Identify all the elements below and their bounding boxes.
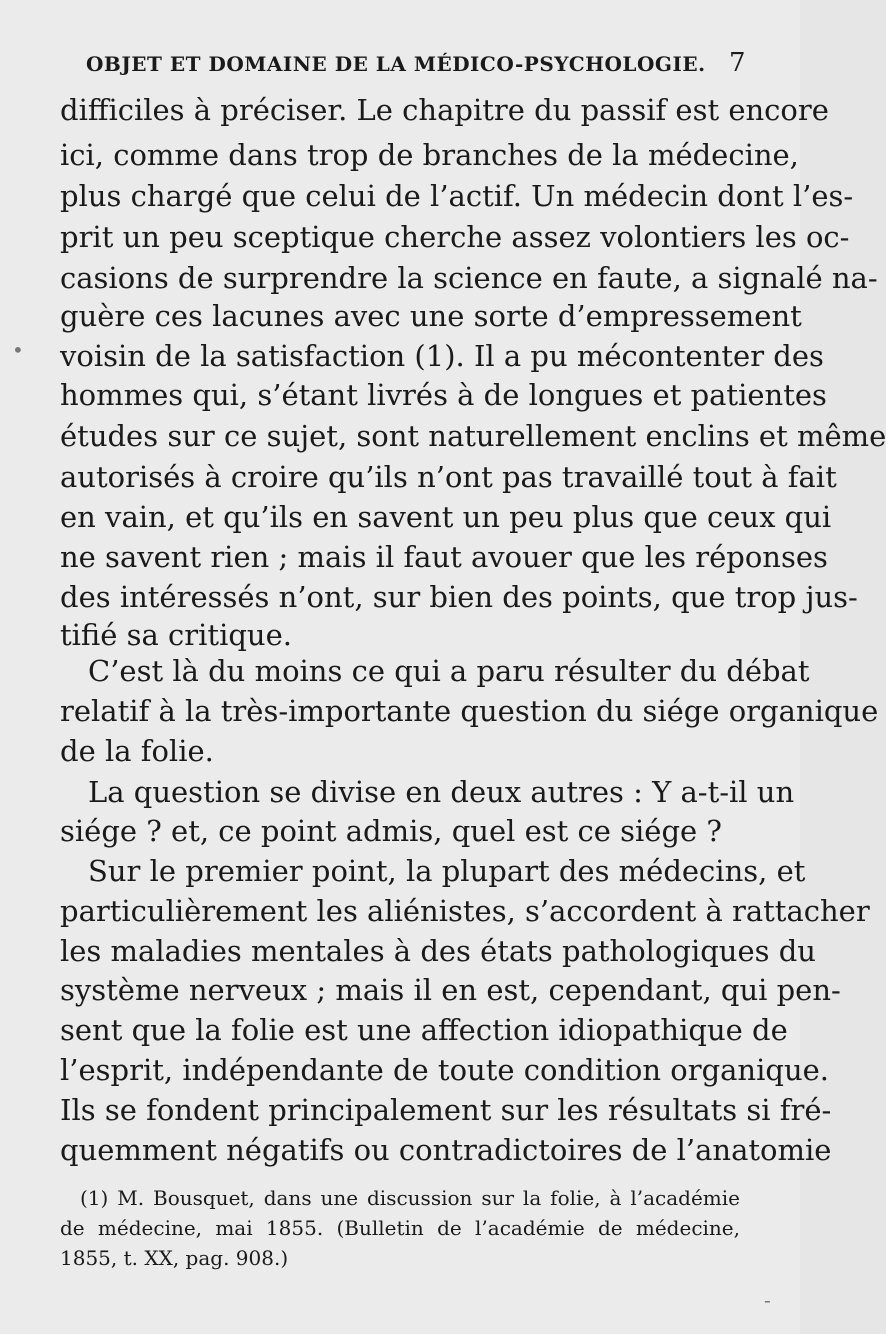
- body-line: études sur ce sujet, sont naturellement enclins et même: [60, 419, 886, 453]
- footnote-line: 1855, t. XX, pag. 908.): [60, 1246, 289, 1270]
- body-line: autorisés à croire qu’ils n’ont pas travaillé tout à fait: [60, 460, 837, 494]
- body-line: plus chargé que celui de l’actif. Un médecin dont l’es-: [60, 179, 854, 213]
- body-line: en vain, et qu’ils en savent un peu plus que ceux qui: [60, 500, 832, 534]
- body-line: quemment négatifs ou contradictoires de l’anatomie: [60, 1133, 832, 1167]
- footnote-line: (1) M. Bousquet, dans une discussion sur la folie, à l’académie: [80, 1186, 740, 1210]
- body-line: voisin de la satisfaction (1). Il a pu mécontenter des: [60, 339, 824, 373]
- running-title: OBJET ET DOMAINE DE LA MÉDICO-PSYCHOLOGIE.: [86, 52, 706, 76]
- footnote-line: de médecine, mai 1855. (Bulletin de l’académie de médecine,: [60, 1216, 740, 1240]
- body-line: siége ? et, ce point admis, quel est ce siége ?: [60, 814, 722, 848]
- body-line: ne savent rien ; mais il faut avouer que les réponses: [60, 540, 828, 574]
- margin-dot-mark: •: [12, 338, 24, 362]
- body-line: relatif à la très-importante question du siége organique: [60, 694, 879, 728]
- paragraph-first-line: Sur le premier point, la plupart des médecins, et: [88, 854, 806, 888]
- body-line: difficiles à préciser. Le chapitre du passif est encore: [60, 93, 829, 127]
- body-line: de la folie.: [60, 734, 214, 768]
- body-line: guère ces lacunes avec une sorte d’empressement: [60, 299, 802, 333]
- body-line: Ils se fondent principalement sur les résultats si fré-: [60, 1093, 832, 1127]
- body-line: les maladies mentales à des états pathologiques du: [60, 934, 816, 968]
- body-line: ici, comme dans trop de branches de la médecine,: [60, 138, 799, 172]
- body-line: tifié sa critique.: [60, 618, 292, 652]
- body-line: des intéressés n’ont, sur bien des points, que trop jus-: [60, 580, 858, 614]
- page-number: 7: [728, 48, 746, 78]
- body-line: particulièrement les aliénistes, s’accordent à rattacher: [60, 894, 870, 928]
- body-line: hommes qui, s’étant livrés à de longues et patientes: [60, 378, 827, 412]
- body-line: l’esprit, indépendante de toute condition organique.: [60, 1053, 829, 1087]
- paragraph-first-line: La question se divise en deux autres : Y a-t-il un: [88, 775, 795, 809]
- margin-dash-mark: -: [764, 1288, 771, 1312]
- body-line: prit un peu sceptique cherche assez volontiers les oc-: [60, 220, 850, 254]
- page-header: [86, 48, 746, 80]
- paragraph-first-line: C’est là du moins ce qui a paru résulter du débat: [88, 654, 810, 688]
- body-line: casions de surprendre la science en faute, a signalé na-: [60, 261, 878, 295]
- body-line: sent que la folie est une affection idiopathique de: [60, 1013, 788, 1047]
- body-line: système nerveux ; mais il en est, cependant, qui pen-: [60, 973, 841, 1007]
